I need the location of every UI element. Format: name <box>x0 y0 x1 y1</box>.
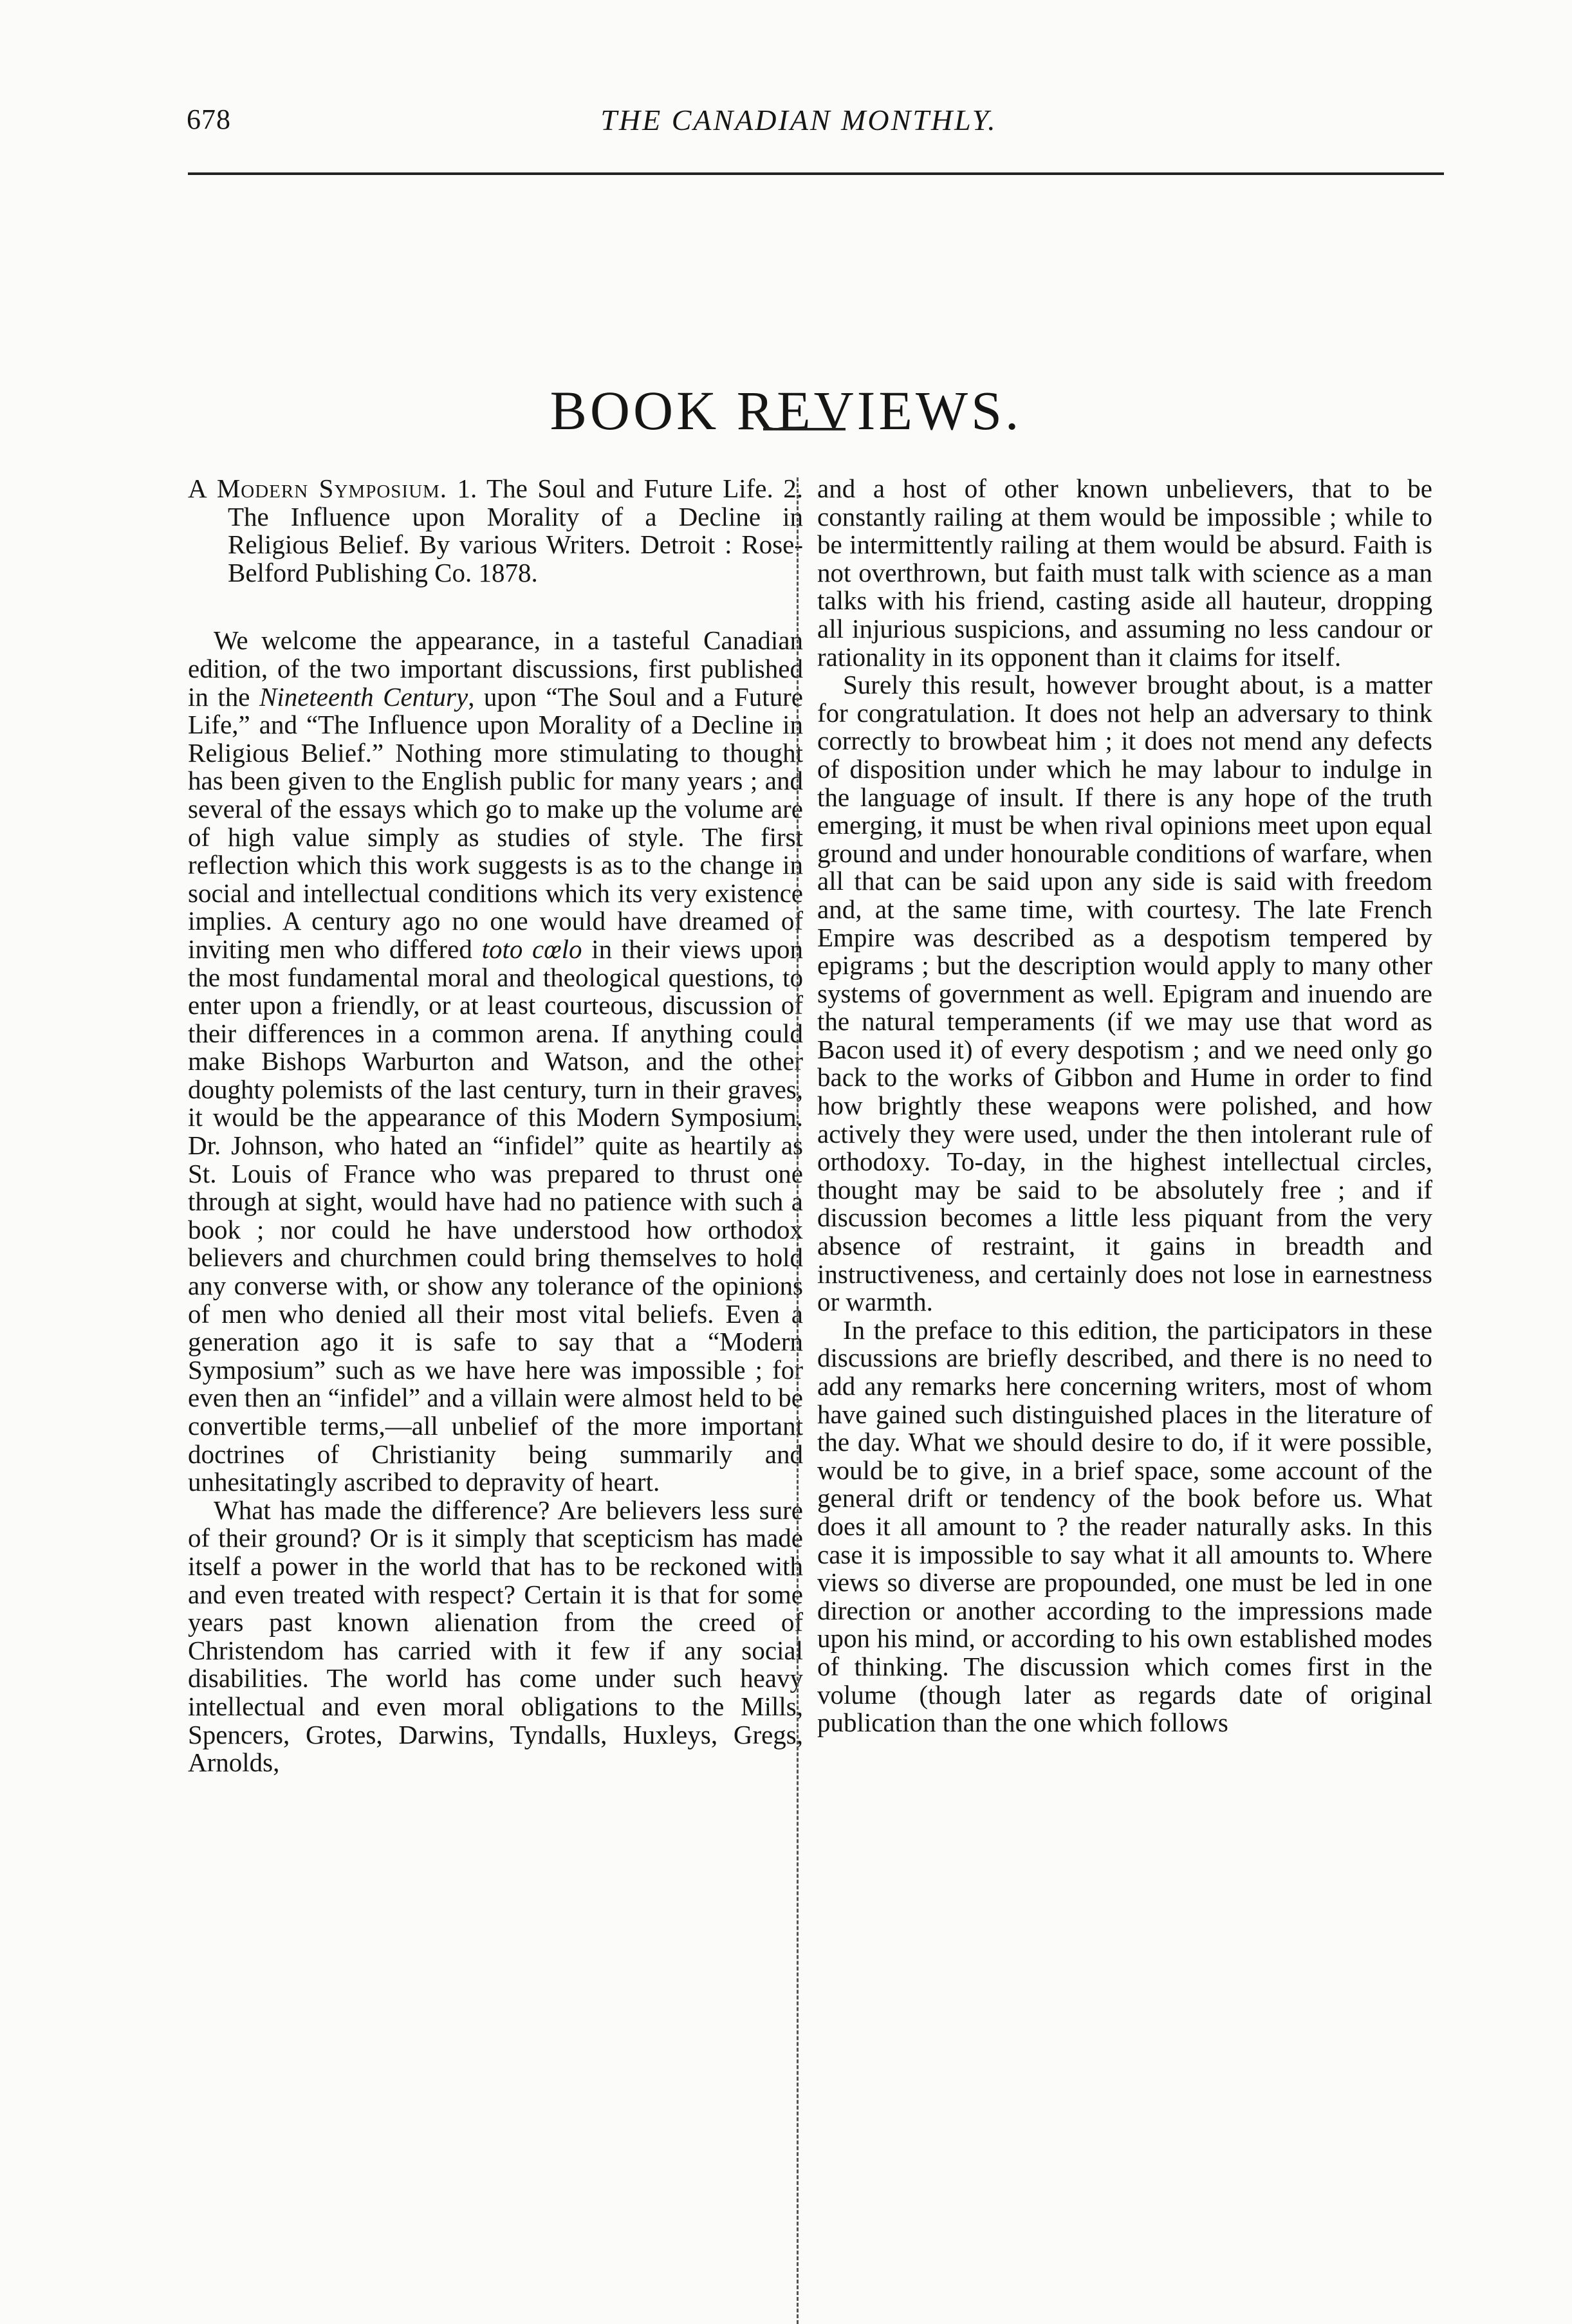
section-title: BOOK REVIEWS. <box>550 379 1022 441</box>
title-rule <box>763 428 846 430</box>
paragraph-2: What has made the difference? Are believers less sure of their ground? Or is it simply that scepticism has made itself a power in the world that has to be reckoned with and even treated with respect? Certain it is that for some years past known alienation from the creed of Christendom has carried with it few if any social disabilities. The world has come under such heavy intellectual and even moral obligations to the Mills, Spencers, Grotes, Darwins, Tyndalls, Huxleys, Gregs, Arnolds, <box>188 1495 803 1778</box>
paragraph-3: Surely this result, however brought about, is a matter for congratulation. It does not help an adversary to think correctly to browbeat him ; it does not mend any defects of disposition under which he may labour to indulge in the language of insult. If there is any hope of the truth emerging, it must be when rival opinions meet upon equal ground and under honourable conditions of warfare, when all that can be said upon any side is said with freedom and, at the same time, with courtesy. The late French Empire was described as a despotism tempered by epigrams ; but the description would apply to many other systems of government as well. Epigram and inuendo are the natural temperaments (if we may use that word as Bacon used it) of every despotism ; and we need only go back to the works of Gibbon and Hume in order to find how brightly these weapons were polished, and how actively they were used, under the then intolerant rule of orthodoxy. To-day, in the highest intellectual circles, thought may be said to be absolutely free ; and if discussion becomes a little less piquant from the very absence of restraint, it gains in breadth and instructiveness, and certainly does not lose in earnestness or warmth. <box>817 670 1432 1317</box>
running-head: THE CANADIAN MONTHLY. <box>600 104 997 136</box>
page-number: 678 <box>187 104 231 135</box>
latin-phrase: toto cœlo <box>481 934 582 964</box>
column-divider <box>797 477 799 2324</box>
paragraph-1-text-a: We welcome the appearance, in a tasteful Canadian edition, of the two important discussions, first published in the <box>188 625 803 712</box>
right-column <box>817 475 1432 1737</box>
book-title: A Modern Symposium. <box>188 474 448 503</box>
paragraph-1-text-b: , upon “The Soul and a Future Life,” and “The Influence upon Morality of a Decline in Religious Belief.” Nothing more stimulating to thought has been given to the English public for many years ; and several of the essays which go to make up the volume are of high value simply as studies of style. The first reflection which this work suggests is as to the change in social and intellectual conditions which its very existence implies. A century ago no one would have dreamed of inviting men who differed <box>188 681 804 964</box>
header-rule <box>188 172 1444 175</box>
paragraph-1 <box>188 627 803 1496</box>
paragraph-1-text-c: in their views upon the most fundamental moral and theological questions, to enter upon a friendly, or at least courteous, discussion of their differences in a common arena. If anything could make Bishops Warburton and Watson, and the other doughty polemists of the last century, turn in their graves, it would be the appearance of this Modern Symposium. Dr. Johnson, who hated an “infidel” quite as heartily as St. Louis of France who was prepared to thrust one through at sight, would have had no patience with such a book ; nor could he have understood how orthodox believers and churchmen could bring themselves to hold any converse with, or show any tolerance of the opinions of men who denied all their most vital beliefs. Even a generation ago it is safe to say that a “Modern Symposium” such as we have here was impossible ; for even then an “infidel” and a villain were almost held to be convertible terms,—all unbelief of the more important doctrines of Christianity being summarily and unhesitatingly ascribed to depravity of heart. <box>188 934 803 1497</box>
paragraph-2-continued: and a host of other known unbelievers, that to be constantly railing at them would be impossible ; while to be intermittently railing at them would be absurd. Faith is not overthrown, but faith must talk with science as a man talks with his friend, casting aside all hauteur, dropping all injurious suspicions, and assuming no less candour or rationality in its opponent than it claims for itself. <box>817 474 1432 672</box>
left-column <box>188 475 803 1777</box>
journal-title: Nineteenth Century <box>259 681 468 712</box>
book-citation: 1. The Soul and Future Life. 2. The Influence upon Morality of a Decline in Religious Belief. By various Writers. Detroit : Rose-Belford Publishing Co. 1878. <box>228 474 803 587</box>
paragraph-4: In the preface to this edition, the participators in these discussions are briefly described, and there is no need to add any remarks here concerning writers, most of whom have gained such distinguished places in the literature of the day. What we should desire to do, if it were possible, would be to give, in a brief space, some account of the general drift or tendency of the book before us. What does it all amount to ? the reader naturally asks. In this case it is impossible to say what it all amounts to. Where views so diverse are propounded, one must be led in one direction or another according to the impressions made upon his mind, or according to his own established modes of thinking. The discussion which comes first in the volume (though later as regards date of original publication than the one which follows <box>817 1314 1432 1738</box>
review-heading <box>188 475 803 587</box>
